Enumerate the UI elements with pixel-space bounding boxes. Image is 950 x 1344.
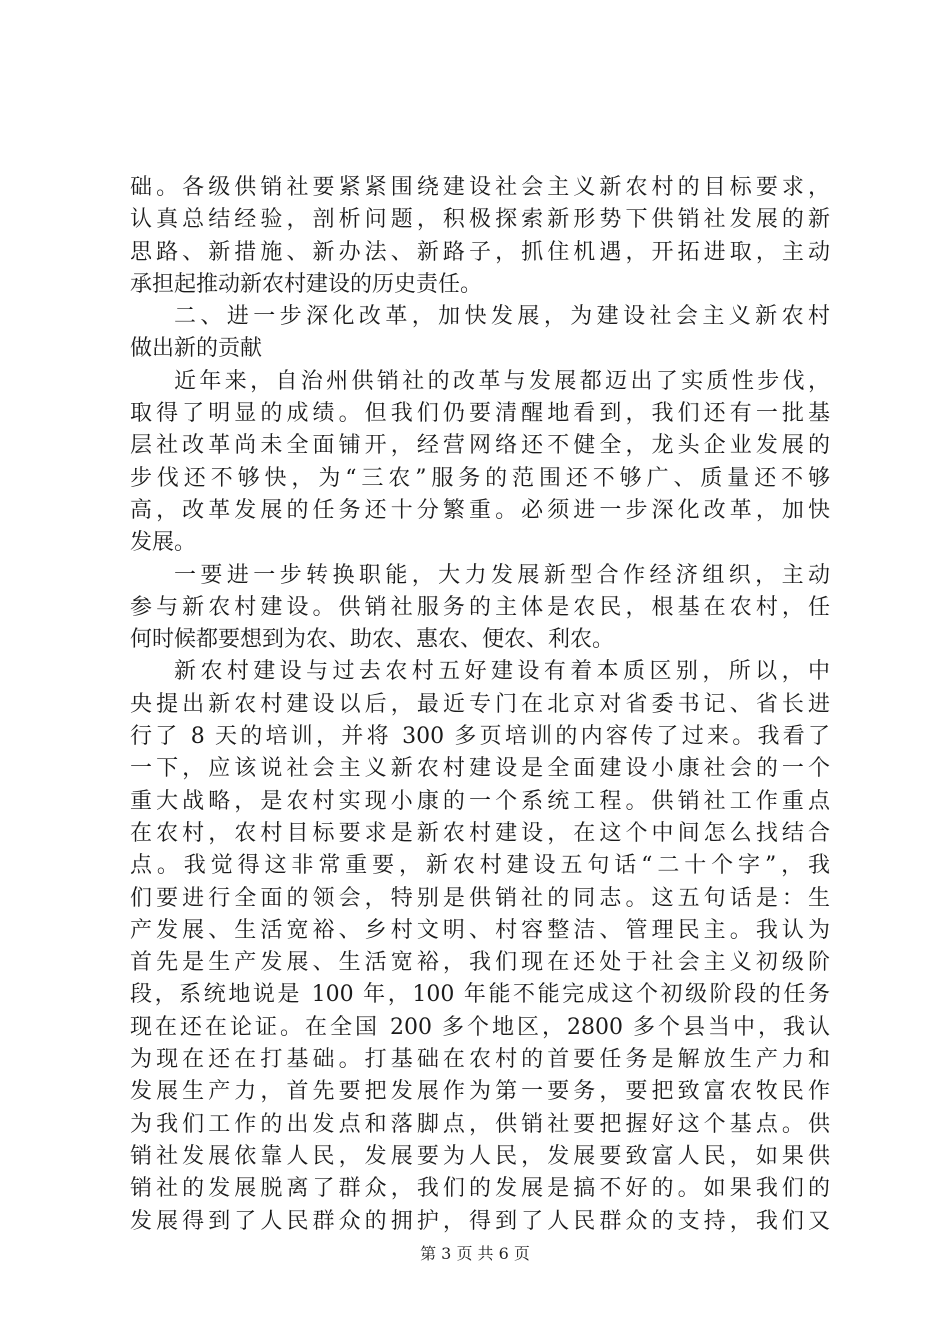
text-line: 段，系统地说是 100 年，100 年能不能完成这个初级阶段的任务 — [130, 982, 830, 1008]
text-line: 们要进行全面的领会，特别是供销社的同志。这五句话是：生 — [130, 885, 830, 911]
text-line: 发展得到了人民群众的拥护，得到了人民群众的支持，我们又 — [130, 1208, 830, 1234]
text-line: 何时候都要想到为农、助农、惠农、便农、利农。 — [130, 627, 615, 653]
text-line: 步伐还不够快，为“三农”服务的范围还不够广、质量还不够 — [130, 465, 830, 491]
text-line: 层社改革尚未全面铺开，经营网络还不健全，龙头企业发展的 — [130, 433, 830, 459]
text-line: 现在还在论证。在全国 200 多个地区，2800 多个县当中，我认 — [130, 1014, 830, 1040]
text-line: 认真总结经验，剖析问题，积极探索新形势下供销社发展的新 — [130, 207, 830, 233]
paragraph-first-line: 新农村建设与过去农村五好建设有着本质区别，所以，中 — [174, 659, 830, 685]
text-line: 销社的发展脱离了群众，我们的发展是搞不好的。如果我们的 — [130, 1176, 830, 1202]
text-line: 为我们工作的出发点和落脚点，供销社要把握好这个基点。供 — [130, 1111, 830, 1137]
text-line: 承担起推动新农村建设的历史责任。 — [130, 271, 483, 297]
text-line: 产发展、生活宽裕、乡村文明、村容整洁、管理民主。我认为 — [130, 917, 830, 943]
paragraph-first-line: 近年来，自治州供销社的改革与发展都迈出了实质性步伐， — [174, 368, 830, 394]
text-line: 参与新农村建设。供销社服务的主体是农民，根基在农村，任 — [130, 594, 830, 620]
document-body — [130, 172, 830, 1238]
text-line: 销社发展依靠人民，发展要为人民，发展要致富人民，如果供 — [130, 1143, 830, 1169]
text-line: 础。各级供销社要紧紧围绕建设社会主义新农村的目标要求， — [130, 175, 830, 200]
text-line: 高，改革发展的任务还十分繁重。必须进一步深化改革，加快 — [130, 497, 830, 523]
text-line: 取得了明显的成绩。但我们仍要清醒地看到，我们还有一批基 — [130, 401, 830, 427]
text-line: 在农村，农村目标要求是新农村建设，在这个中间怎么找结合 — [130, 820, 830, 846]
text-line: 为现在还在打基础。打基础在农村的首要任务是解放生产力和 — [130, 1047, 830, 1073]
page-footer: 第 3 页 共 6 页 — [420, 1244, 530, 1263]
text-line: 央提出新农村建设以后，最近专门在北京对省委书记、省长进 — [130, 691, 830, 717]
text-line: 行了 8 天的培训，并将 300 多页培训的内容传了过来。我看了 — [130, 724, 830, 750]
paragraph-first-line: 一要进一步转换职能，大力发展新型合作经济组织，主动 — [174, 562, 830, 588]
text-line: 重大战略，是农村实现小康的一个系统工程。供销社工作重点 — [130, 788, 830, 814]
text-line: 点。我觉得这非常重要，新农村建设五句话“二十个字”，我 — [130, 853, 830, 879]
text-line: 思路、新措施、新办法、新路子，抓住机遇，开拓进取，主动 — [130, 239, 830, 265]
text-line: 发展。 — [130, 530, 197, 556]
paragraph-first-line: 二、进一步深化改革，加快发展，为建设社会主义新农村 — [174, 304, 830, 330]
text-line: 做出新的贡献 — [130, 336, 263, 362]
text-line: 一下，应该说社会主义新农村建设是全面建设小康社会的一个 — [130, 756, 830, 782]
text-line: 首先是生产发展、生活宽裕，我们现在还处于社会主义初级阶 — [130, 950, 830, 976]
text-line: 发展生产力，首先要把发展作为第一要务，要把致富农牧民作 — [130, 1079, 830, 1105]
